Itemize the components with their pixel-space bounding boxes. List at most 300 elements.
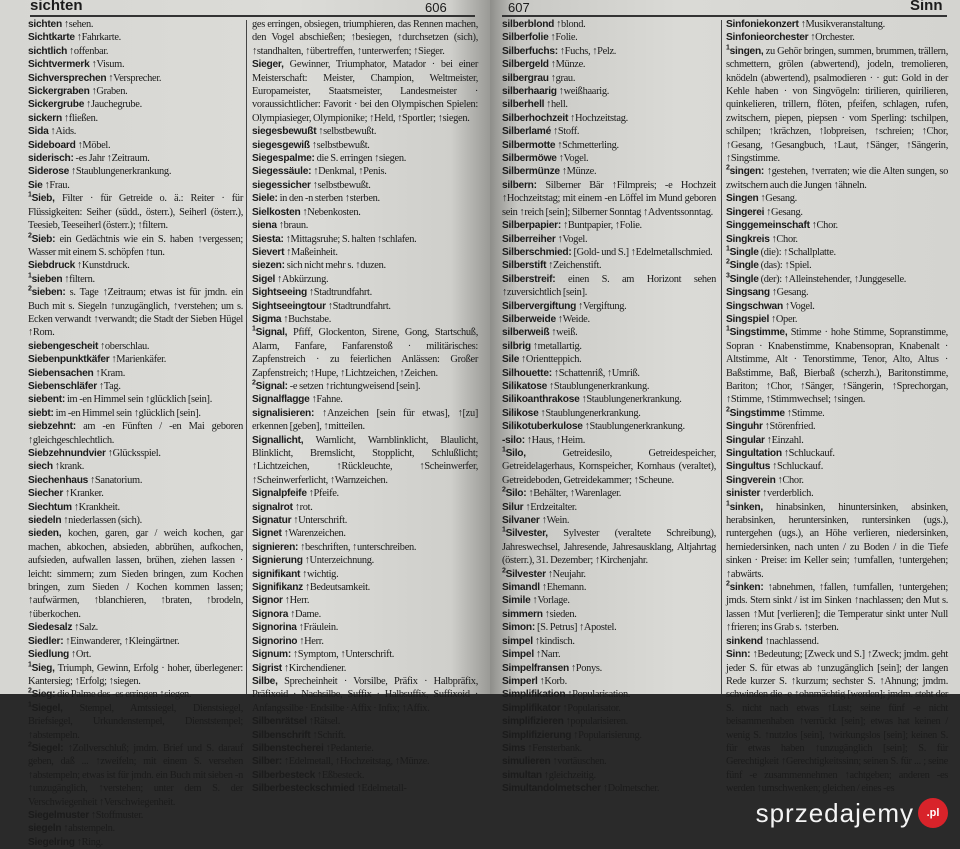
dictionary-entry <box>502 367 716 380</box>
headword: Silikose <box>502 407 539 419</box>
headword: sickern <box>28 112 62 124</box>
definition: ↑Pfeife. <box>308 488 339 500</box>
headword: Simplifikator <box>502 702 561 714</box>
headword: simplifizieren <box>502 716 564 728</box>
column-2 <box>252 18 478 796</box>
dictionary-entry <box>502 326 716 339</box>
definition: ↑Buntpapier, ↑Folie. <box>562 220 642 232</box>
headword: Signor <box>252 595 283 607</box>
dictionary-entry <box>502 662 716 675</box>
definition: ↑Dolmetscher. <box>602 783 660 795</box>
homograph-number: 1 <box>726 325 730 333</box>
definition: ↑Orientteppich. <box>521 354 582 366</box>
definition: ↑Graben. <box>91 86 128 98</box>
dictionary-entry <box>502 259 716 272</box>
column-rule <box>721 20 722 694</box>
headword: Single <box>729 246 759 258</box>
dictionary-entry <box>726 487 948 500</box>
headword: Silikatose <box>502 380 548 392</box>
headword: siena <box>252 220 277 232</box>
definition: Filter · für Getreide o. ä.: Reiter · für Flüssigkeiten: Seiher (südd., österr.), Seiherl (österr.), Teesieb, Teeseiherl (österr.); ↑filtern. <box>28 193 243 232</box>
watermark-badge: .pl <box>918 798 948 828</box>
definition: ges erringen, obsiegen, triumphieren, das Rennen machen, den Vogel abschießen; ↑besiegen, ↑durchsetzen (sich), ↑standhalten, ↑übertreffen, ↑unterwerfen; ↑Sieger. <box>252 19 478 57</box>
definition: ↑Wein. <box>541 515 570 527</box>
dictionary-entry <box>726 300 948 313</box>
definition: ↑selbstbewußt. <box>312 179 371 191</box>
dictionary-entry <box>28 487 243 500</box>
dictionary-entry <box>28 809 243 822</box>
dictionary-entry <box>252 380 478 393</box>
dictionary-entry <box>502 742 716 755</box>
definition: ↑Mittagsruhe; S. halten ↑schlafen. <box>285 233 417 245</box>
headword: Signallicht, <box>252 434 304 446</box>
headword: Silbermotte <box>502 139 556 151</box>
dictionary-entry <box>28 58 243 71</box>
dictionary-entry <box>502 45 716 58</box>
headword: Silbenstecherei <box>252 742 324 754</box>
headword: Sida <box>28 126 49 138</box>
watermark-group <box>726 798 948 828</box>
headword: Silhouette: <box>502 367 552 379</box>
definition: einen S. am Horizont sehen ↑zuversichtlich [sein]. <box>502 273 717 299</box>
headword: -silo: <box>502 434 525 446</box>
dictionary-entry <box>252 675 478 715</box>
homograph-number: 1 <box>726 44 730 52</box>
dictionary-entry <box>502 219 716 232</box>
definition: kochen, garen, gar / weich kochen, gar machen, abkochen, absieden, abbrühen, aufkochen, aufsieden, aufwallen lassen, brühen, ziehen lassen · leicht: simmern; zum Sieden bringen, zum Kochen bringen, zum Sieden / Kochen kommen lassen; ↑aufwärmen, ↑blanchieren, ↑braten, ↑brodeln, ↑überkochen. <box>28 528 243 620</box>
headword: sieden, <box>28 528 62 540</box>
headword: Sideboard <box>28 139 76 151</box>
definition: ↑gleichzeitig. <box>543 769 596 781</box>
dictionary-entry <box>502 635 716 648</box>
definition: ↑Warenzeichen. <box>283 528 346 540</box>
definition: ↑Gesang. <box>760 193 797 205</box>
headword: Sigma <box>252 313 282 325</box>
headword: Singerei <box>726 206 765 218</box>
definition: ↑Unterschrift. <box>293 515 348 527</box>
headword: Signet <box>252 528 282 540</box>
headword: Sieg, <box>31 662 55 674</box>
headword: Siebenschläfer <box>28 380 97 392</box>
headword: Silvester, <box>505 528 548 540</box>
dictionary-entry <box>28 367 243 380</box>
headword: signieren: <box>252 541 299 553</box>
headword: Signorina <box>252 622 297 634</box>
dictionary-entry <box>252 514 478 527</box>
definition: ↑Fensterbank. <box>527 742 582 754</box>
definition: ↑Jauchegrube. <box>86 99 142 111</box>
dictionary-entry <box>252 527 478 540</box>
definition: ↑Schmetterling. <box>557 139 619 151</box>
definition: sich nicht mehr s. ↑duzen. <box>286 260 386 272</box>
homograph-number: 1 <box>726 500 730 508</box>
dictionary-entry <box>28 742 243 809</box>
definition: die S. erringen ↑siegen. <box>316 153 407 165</box>
definition: ↑beschriften, ↑unterschreiben. <box>300 541 417 553</box>
definition: ↑Maßeinheit. <box>286 246 338 258</box>
definition: ↑Abkürzung. <box>277 273 329 285</box>
homograph-number: 1 <box>28 661 32 669</box>
headword: silbern: <box>502 179 537 191</box>
definition: ↑Einwanderer, ↑Kleingärtner. <box>65 635 180 647</box>
definition: ↑Stimme. <box>786 407 825 419</box>
definition: (der): ↑Alleinstehender, ↑Junggeselle. <box>760 273 907 285</box>
headword: simultan <box>502 769 542 781</box>
dictionary-entry <box>726 192 948 205</box>
headword: siderisch: <box>28 153 74 165</box>
homograph-number: 2 <box>28 741 32 749</box>
definition: Sylvester (veraltete Schreibung), Jahreswechsel, Jahresende, Jahresausklang, Altjahrtag (österr.), 31. Dezember; ↑Kirchenjahr. <box>502 528 716 567</box>
column-rule <box>246 20 247 694</box>
headword: Silbervergiftung <box>502 300 577 312</box>
dictionary-entry <box>502 152 716 165</box>
headword: siegesgewiß <box>252 139 310 151</box>
dictionary-entry <box>502 340 716 353</box>
headword: Silberpapier: <box>502 220 562 232</box>
dictionary-entry <box>726 501 948 581</box>
dictionary-entry <box>28 393 243 406</box>
homograph-number: 2 <box>28 232 32 240</box>
headword: Silbermünze <box>502 166 560 178</box>
headword: Silbenrätsel <box>252 716 307 728</box>
dictionary-entry <box>726 420 948 433</box>
dictionary-entry <box>502 769 716 782</box>
definition: ↑Vogel. <box>784 300 815 312</box>
homograph-number: 2 <box>726 580 730 588</box>
dictionary-entry <box>726 259 948 272</box>
homograph-number: 2 <box>502 486 506 494</box>
homograph-number: 1 <box>726 245 730 253</box>
dictionary-entry <box>502 98 716 111</box>
definition: (das): ↑Spiel. <box>760 260 812 272</box>
definition: ↑Marienkäfer. <box>111 354 167 366</box>
page-number: 606 <box>425 0 447 15</box>
dictionary-entry <box>28 165 243 178</box>
headword: Sinn: <box>726 649 751 661</box>
definition: ↑Edelmetall, ↑Hochzeitstag, ↑Münze. <box>283 756 430 768</box>
headword: Simplifikation <box>502 689 566 701</box>
headword: Simperl <box>502 675 538 687</box>
dictionary-entry <box>502 729 716 742</box>
definition: ↑Dame. <box>290 608 321 620</box>
definition: ↑Bedeutsamkeit. <box>304 582 370 594</box>
headword: siegessicher <box>252 179 311 191</box>
dictionary-entry <box>28 286 243 340</box>
headword: siech <box>28 461 53 473</box>
definition: ↑hell. <box>546 99 568 111</box>
definition: ↑Rätsel. <box>308 716 341 728</box>
dictionary-entry <box>252 152 478 165</box>
headword: Sieger, <box>252 59 284 71</box>
column-1 <box>502 18 716 796</box>
dictionary-entry <box>28 259 243 272</box>
dictionary-entry <box>502 581 716 594</box>
dictionary-entry <box>28 836 243 849</box>
dictionary-entry <box>502 313 716 326</box>
headword: Simandl <box>502 582 540 594</box>
dictionary-entry <box>502 112 716 125</box>
header-rule <box>502 15 947 17</box>
headword: Sieb, <box>31 193 55 205</box>
definition: ↑Möbel. <box>77 139 111 151</box>
headword: signifikant <box>252 568 301 580</box>
definition: ↑Stoffmuster. <box>90 809 144 821</box>
dictionary-entry <box>252 219 478 232</box>
dictionary-entry <box>726 313 948 326</box>
headword: Sieg: <box>31 689 56 701</box>
dictionary-entry <box>28 340 243 353</box>
headword: Silikoanthrakose <box>502 394 580 406</box>
dictionary-entry <box>726 219 948 232</box>
definition: ↑Staublungenerkrankung. <box>548 380 650 392</box>
headword: Singspiel <box>726 313 770 325</box>
definition: ↑Stadtrundfahrt. <box>308 287 372 299</box>
dictionary-entry <box>28 702 243 742</box>
definition: ↑grau. <box>550 72 576 84</box>
definition: ↑Eßbesteck. <box>316 769 365 781</box>
headword: Sile <box>502 354 520 366</box>
dictionary-entry <box>28 273 243 286</box>
homograph-number: 2 <box>252 379 256 387</box>
definition: ↑vortäuschen. <box>552 756 607 768</box>
headword: Signalflagge <box>252 394 310 406</box>
headword: Singschwan <box>726 300 783 312</box>
homograph-number: 1 <box>28 272 32 280</box>
definition: ↑Herr. <box>299 635 324 647</box>
headword: Siegel, <box>31 702 63 714</box>
definition: im -en Himmel sein ↑glücklich [sein]. <box>66 394 213 406</box>
dictionary-entry <box>252 192 478 205</box>
homograph-number: 2 <box>726 165 730 172</box>
dictionary-entry <box>726 31 948 44</box>
definition: Silberner Bär ↑Filmpreis; -e Hochzeit ↑Hochzeitstag; mit einem -en Löffel im Mund geboren sein ↑reich [sein]; Silberner Sonntag ↑Adventssonntag. <box>502 179 716 218</box>
headword: Simpelfransen <box>502 662 569 674</box>
dictionary-entry <box>252 233 478 246</box>
definition: ↑verderblich. <box>762 488 814 500</box>
definition: ↑Popularisator. <box>562 702 621 714</box>
definition: zu Gehör bringen, summen, brummen, trällern, schmettern, grölen (abwertend), jodeln, tremolieren, knödeln (abwertend), psalmodieren · · gut: Gold in der Kehle haben · von Singvögeln: tirilieren, quirilieren, quinkelieren, trillern, flöten, pfeifen, schlagen, rufen, zwitschern, piepen, piepsen · vom Sperling: tschilpen, schilpen; ↑krächzen, ↑lobpreisen, ↑schreien; ↑Chor, ↑Gesang, ↑Gesangbuch, ↑Laut, ↑Sänger, ↑Sängerin, ↑Singstimme. <box>726 45 948 165</box>
headword: Siegessäule: <box>252 166 312 178</box>
dictionary-entry <box>502 608 716 621</box>
dictionary-entry <box>28 98 243 111</box>
dictionary-entry <box>252 434 478 488</box>
dictionary-entry <box>502 501 716 514</box>
headword: sieben: <box>31 287 66 299</box>
dictionary-entry <box>502 246 716 259</box>
definition: im -en Himmel sein ↑glücklich [sein]. <box>55 407 201 419</box>
dictionary-entry <box>726 18 948 31</box>
definition: Warnlicht, Warnblinklicht, Blaulicht, Blinklicht, Bremslicht, Stopplicht, Schlußlicht; ↑Lichtzeichen, ↑Rückleuchte, ↑Scheinwerfer, ↑Scheinwerferlicht, ↑Warnzeichen. <box>252 434 478 486</box>
definition: ↑Unterzeichnung. <box>304 555 374 567</box>
definition: ↑Schluckauf. <box>783 448 835 459</box>
headword: Silvester <box>505 568 546 580</box>
dictionary-entry <box>28 72 243 85</box>
dictionary-entry <box>502 568 716 581</box>
definition: ↑Bedeutung; [Zweck und S.] ↑Zweck; jmdm. geht jeder S. für etwas ab ↑unzugänglich [sein]; der langen Rede kurzer S. ↑kurzum; sechster S. ↑Ahnung; jmdm. schwinden die -e ↑ohnmächtig [werden]; jmdm. steht der S. nicht nach etwas ↑Lust; seine fünf -e nicht beisammenhaben ↑verrückt [sein]; etwas hat keinen / wenig S. ↑nutzlos [sein], ↑wirkungslos [sein]; keinen S. für etwas haben ↑unzugänglich [sein]; S. für Gerechtigkeit ↑Gerechtigkeitssinn; seinen S. für ... ; seine fünf -e zusammennehmen ↑achtgeben; anderen -es werden ↑umschwenken; gleichen / eines -es <box>726 649 948 795</box>
definition: ↑wichtig. <box>302 568 339 580</box>
dictionary-entry <box>726 460 948 473</box>
headword: siegesbewußt <box>252 126 317 138</box>
dictionary-entry <box>252 313 478 326</box>
definition: ↑Erdzeitalter. <box>525 501 577 513</box>
definition: ↑braun. <box>278 220 309 232</box>
definition: ↑Versprecher. <box>108 72 162 84</box>
definition: ↑Buchstabe. <box>283 313 332 325</box>
definition: ↑Vorlage. <box>532 595 570 607</box>
definition: ↑Gesang. <box>771 287 809 299</box>
dictionary-entry <box>726 273 948 286</box>
definition: ↑Edelmetall- <box>356 783 407 795</box>
dictionary-entry <box>28 152 243 165</box>
headword: Silo, <box>505 448 526 459</box>
headword: Siedesalz <box>28 622 73 634</box>
definition: ↑Schattenriß, ↑Umriß. <box>553 367 640 379</box>
dictionary-entry <box>252 206 478 219</box>
definition: ↑Behälter, ↑Warenlager. <box>528 488 622 500</box>
headword: Simpel <box>502 649 534 661</box>
definition: s. Tage ↑Zeitraum; etwas ist für jmdn. ein Buch mit s. Siegeln ↑unzugänglich, ↑verstehen; um s. Ecken verwandt ↑verwandt; die Stadt der Sieben Hügel ↑Rom. <box>28 287 243 339</box>
headword: Silo: <box>505 488 527 500</box>
dictionary-entry <box>252 300 478 313</box>
headword: siegeln <box>28 823 62 835</box>
page-number: 607 <box>508 0 530 15</box>
headword: signalisieren: <box>252 407 315 419</box>
definition: ↑Schrift. <box>312 729 346 741</box>
headword: Silur <box>502 501 524 513</box>
definition: ↑Kram. <box>95 367 126 379</box>
dictionary-entry <box>28 474 243 487</box>
dictionary-entry <box>28 112 243 125</box>
headword: Simon: <box>502 622 536 634</box>
dictionary-entry <box>502 675 716 688</box>
definition: ↑Anzeichen [sein für etwas], ↑[zu] erkennen [geben], ↑mitteilen. <box>252 407 478 433</box>
definition: ↑Popularisierung. <box>573 729 642 741</box>
headword: silberblond <box>502 19 555 30</box>
dictionary-entry <box>28 635 243 648</box>
homograph-number: 2 <box>28 687 32 695</box>
dictionary-entry <box>502 434 716 447</box>
headword: Singultation <box>726 448 782 459</box>
headword: Sieb: <box>31 233 56 245</box>
dictionary-entry <box>502 125 716 138</box>
dictionary-entry <box>726 286 948 299</box>
dictionary-entry <box>252 568 478 581</box>
definition: ↑Popularisation. <box>567 689 631 701</box>
dictionary-entry <box>502 527 716 567</box>
homograph-number: 1 <box>28 701 32 709</box>
definition: Pfiff, Glockenton, Sirene, Gong, Startschuß, Alarm, Fanfare, Fanfarenstoß · militärisches: Zapfenstreich · zu feierlichen Anlässen: Großer Zapfenstreich; ↑Hupe, ↑Lichtzeichen, ↑Zeichen. <box>252 327 479 379</box>
headword: Siegespalme: <box>252 153 315 165</box>
dictionary-entry <box>502 273 716 300</box>
headword: Siebdruck <box>28 260 76 272</box>
dictionary-entry <box>726 45 948 166</box>
definition: ↑Staublungenerkrankung. <box>540 407 641 419</box>
headword: sinken: <box>729 582 764 594</box>
dictionary-entry <box>502 648 716 661</box>
dictionary-entry <box>252 501 478 514</box>
headword: Signum: <box>252 649 291 661</box>
definition: hinabsinken, hinuntersinken, absinken, herabsinken, heruntersinken, runtersinken (ugs.), runtergehen (ugs.), an Höhe verlieren, niedersinken, herniedersinken, nach unten / zu Boden / in die Tiefe sinken · Preise: im Keller sein; ↑umfallen, ↑untergehen; ↑abwärts. <box>726 501 948 580</box>
dictionary-entry <box>252 179 478 192</box>
headword: Sie <box>28 179 43 191</box>
definition: ↑Narr. <box>535 649 561 661</box>
definition: ↑selbstbewußt. <box>311 139 370 151</box>
definition: ↑Staublungenerkrankung. <box>581 394 682 406</box>
homograph-number: 1 <box>502 526 506 534</box>
definition: ↑Pedanterie. <box>325 742 374 754</box>
definition: Triumph, Gewinn, Erfolg · hoher, überlegener: Kantersieg; ↑Erfolg; ↑siegen. <box>28 662 243 687</box>
dictionary-entry <box>28 648 243 661</box>
definition: ↑Fahne. <box>311 394 343 406</box>
headword: Singuhr <box>726 421 763 433</box>
definition: ↑popularisieren. <box>565 716 628 728</box>
headword: Siele: <box>252 193 278 205</box>
dictionary-entry <box>502 58 716 71</box>
dictionary-entry <box>726 233 948 246</box>
dictionary-entry <box>252 246 478 259</box>
homograph-number: 2 <box>726 258 730 266</box>
headword: Sielkosten <box>252 206 301 218</box>
headword: Simultandolmetscher <box>502 783 601 795</box>
headword: Silberbesteck <box>252 769 316 781</box>
headword: Singstimme <box>729 407 785 419</box>
dictionary-entry <box>502 594 716 607</box>
headword: Signorino <box>252 635 298 647</box>
definition: [S. Petrus] ↑Apostel. <box>536 622 617 634</box>
headword: Signora <box>252 608 289 620</box>
dictionary-entry <box>726 165 948 192</box>
homograph-number: 2 <box>726 406 730 414</box>
dictionary-entry <box>28 18 243 31</box>
dictionary-entry <box>502 447 716 487</box>
dictionary-entry <box>28 460 243 473</box>
dictionary-entry <box>28 621 243 634</box>
headword: Single <box>729 273 759 285</box>
dictionary-entry <box>252 18 478 58</box>
dictionary-entry <box>502 702 716 715</box>
dictionary-entry <box>252 769 478 782</box>
definition: ↑Glücksspiel. <box>107 448 161 459</box>
dictionary-entry <box>28 447 243 460</box>
headword: Singen <box>726 193 759 205</box>
definition: ↑Herr. <box>284 595 310 607</box>
dictionary-entry <box>28 353 243 366</box>
dictionary-entry <box>252 554 478 567</box>
dictionary-entry <box>726 206 948 219</box>
dictionary-entry <box>726 326 948 406</box>
definition: ↑Nebenkosten. <box>302 206 361 218</box>
dictionary-entry <box>252 58 478 125</box>
headword: Silberhochzeit <box>502 112 569 124</box>
headword: Silbenschrift <box>252 729 311 741</box>
headword: simpel <box>502 635 533 647</box>
dictionary-entry <box>28 822 243 835</box>
dictionary-entry <box>252 729 478 742</box>
headword: Single <box>729 260 759 272</box>
definition: ↑abstempeln. <box>63 823 115 835</box>
headword: Siebzehnundvier <box>28 448 106 459</box>
running-head: Sinn <box>910 0 943 14</box>
dictionary-entry <box>726 581 948 635</box>
headword: Singsang <box>726 287 770 299</box>
headword: Sightseeing <box>252 287 307 299</box>
headword: Simplifizierung <box>502 729 572 741</box>
dictionary-entry <box>252 165 478 178</box>
definition: ↑Tag. <box>98 380 121 392</box>
dictionary-entry <box>252 742 478 755</box>
definition: ↑Vergiftung. <box>578 300 627 312</box>
dictionary-entry <box>502 407 716 420</box>
